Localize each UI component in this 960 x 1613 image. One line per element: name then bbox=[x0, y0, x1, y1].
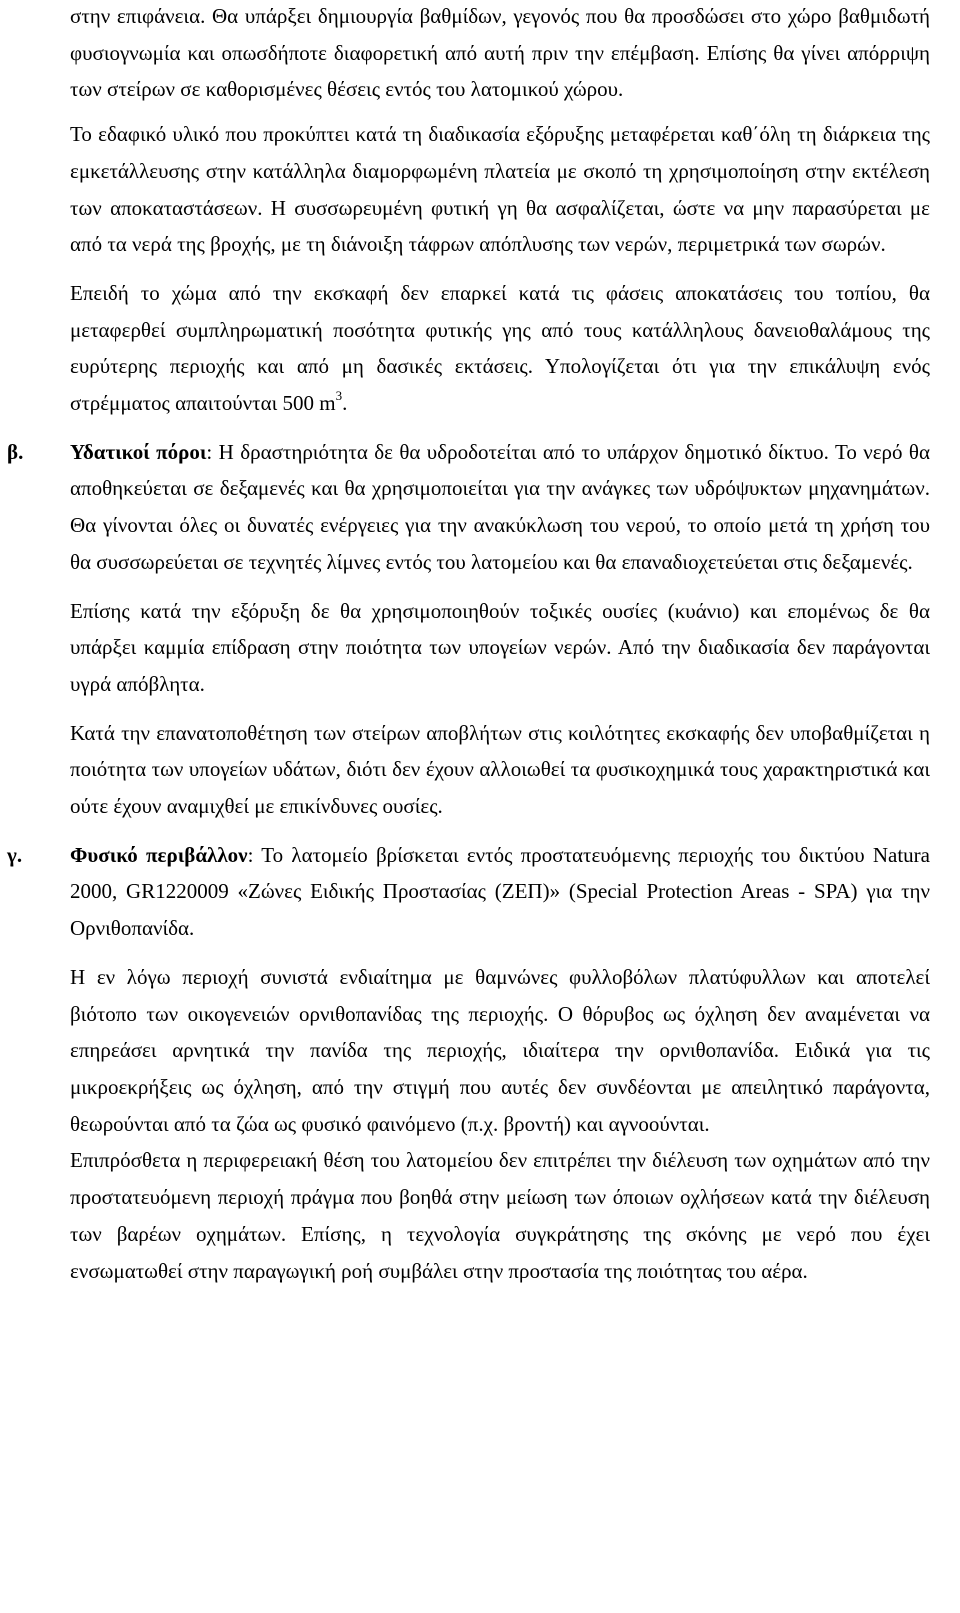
paragraph-water-supply-text: : Η δραστηριότητα δε θα υδροδοτείται από το υπάρχον δημοτικό δίκτυο. Το νερό θα αποθηκεύεται σε δεξαμενές και θα χρησιμοποιείται για την ανάγκες των υδρόψυκτων μηχανημάτων. Θα γίνονται όλες οι δυνατές ενέργειες για την ανακύκλωση του νερού, το οποίο μετά τη χρήση του θα συσσωρεύεται σε τεχνητές λίμνες εντός του λατομείου και θα επαναδιοχετεύεται στις δεξαμενές. bbox=[70, 439, 930, 574]
paragraph-intro: στην επιφάνεια. Θα υπάρξει δημιουργία βαθμίδων, γεγονός που θα προσδώσει στο χώρο βαθμιδωτή φυσιογνωμία και οπωσδήποτε διαφορετική από αυτή πριν την επέμβαση. Επίσης θα γίνει απόρριψη των στείρων σε καθορισμένες θέσεις εντός του λατομικού χώρου. bbox=[70, 4, 930, 102]
section-water-resources bbox=[7, 434, 930, 825]
paragraph-topsoil-end: . bbox=[342, 391, 348, 416]
paragraph-natura-area bbox=[70, 837, 930, 947]
section-heading-water-resources: Υδατικοί πόροι bbox=[70, 439, 207, 464]
paragraph-water-supply bbox=[70, 434, 930, 581]
paragraph-groundwater-quality: Κατά την επανατοποθέτηση των στείρων αποβλήτων στις κοιλότητες εκσκαφής δεν υποβαθμίζεται η ποιότητα των υπογείων υδάτων, διότι δεν έχουν αλλοιωθεί τα φυσικοχημικά τους χαρακτηριστικά και ούτε έχουν αναμιχθεί με επικίνδυνες ουσίες. bbox=[70, 720, 930, 819]
section-marker-g: γ. bbox=[7, 842, 23, 867]
section-natural-environment bbox=[7, 837, 930, 1289]
paragraph-soil-material: Το εδαφικό υλικό που προκύπτει κατά τη διαδικασία εξόρυξης μεταφέρεται καθ΄όλη τη διάρκεια της εμκετάλλευσης στην κατάλληλα διαμορφωμένη πλατεία με σκοπό τη χρησιμοποίηση στην εκτέλεση των αποκαταστάσεων. Η συσσωρευμένη φυτική γη θα ασφαλίζεται, ώστε να μην παρασύρεται με από τα νερά της βροχής, με τη διάνοιξη τάφρων απόπλυσης των νερών, περιμετρικά των σωρών. bbox=[70, 122, 930, 257]
paragraph-toxic-substances: Επίσης κατά την εξόρυξη δε θα χρησιμοποιηθούν τοξικές ουσίες (κυάνιο) και επομένως δε θα υπάρξει καμμία επίδραση στην ποιότητα των υπογείων νερών. Από την διαδικασία δεν παράγονται υγρά απόβλητα. bbox=[70, 598, 930, 696]
paragraph-natura-area-text: : Το λατομείο βρίσκεται εντός προστατευόμενης περιοχής του δικτύου Natura 2000, GR1220009 «Ζώνες Ειδικής Προστασίας (ΖΕΠ)» (Special Protection Areas - SPA) για την Ορνιθοπανίδα. bbox=[70, 842, 930, 941]
paragraph-habitat-noise: Η εν λόγω περιοχή συνιστά ενδιαίτημα με θαμνώνες φυλλοβόλων πλατύφυλλων και αποτελεί βιότοπο των οικογενειών ορνιθοπανίδας της περιοχής. Ο θόρυβος ως όχληση δεν αναμένεται να επηρεάσει αρνητικά την πανίδα της περιοχής, ιδιαίτερα την ορνιθοπανίδα. Ειδικά για τις μικροεκρήξεις ως όχληση, από την στιγμή που αυτές δεν συνδέονται με απειλητικό παράγοντα, θεωρούνται από τα ζώα ως φυσικό φαινόμενο (π.χ. βροντή) και αγνοούνται. bbox=[70, 964, 930, 1136]
section-heading-natural-environment: Φυσικό περιβάλλον bbox=[70, 842, 248, 867]
paragraph-vehicle-traffic: Επιπρόσθετα η περιφερειακή θέση του λατομείου δεν επιτρέπει την διέλευση των οχημάτων από την προστατευόμενη περιοχή πράγμα που βοηθά στην μείωση των όποιων οχλήσεων κατά την διέλευση των βαρέων οχημάτων. Επίσης, η τεχνολογία συγκράτησης της σκόνης με νερό που έχει ενσωματωθεί στην παραγωγική ροή συμβάλει στην προστασία της ποιότητας του αέρα. bbox=[70, 1148, 930, 1283]
paragraph-topsoil-text: Επειδή το χώμα από την εκσκαφή δεν επαρκεί κατά τις φάσεις αποκατάσεις του τοπίου, θα μεταφερθεί συμπληρωματική ποσότητα φυτικής γης από τους κατάλληλους δανειοθαλάμους της ευρύτερης περιοχής και από μη δασικές εκτάσεις. Υπολογίζεται ότι για την επικάλυψη ενός στρέμματος απαιτούνται 500 m bbox=[70, 280, 930, 416]
document-page bbox=[7, 0, 930, 1289]
cubic-superscript: 3 bbox=[335, 388, 343, 404]
section-marker-b: β. bbox=[7, 439, 24, 464]
paragraph-topsoil-supplement bbox=[70, 275, 930, 422]
